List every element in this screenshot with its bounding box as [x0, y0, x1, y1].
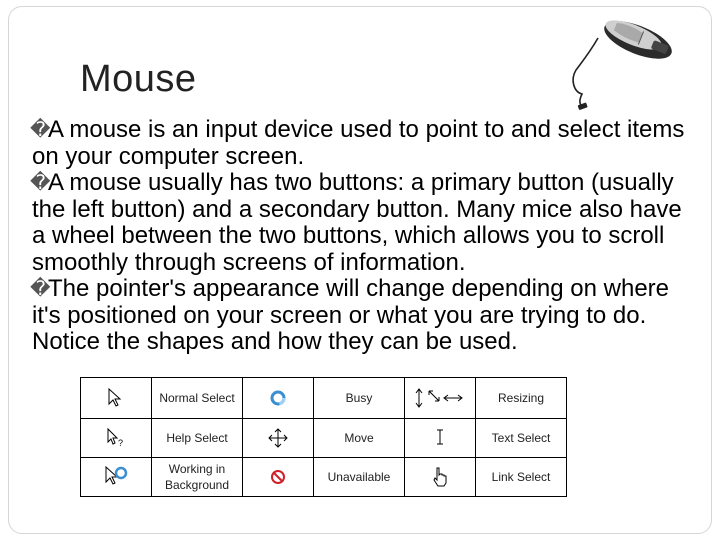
pointer-label: Help Select	[152, 419, 243, 458]
paragraph-text: A mouse is an input device used to point to and select items on your computer screen.	[32, 116, 685, 170]
move-cross-icon	[243, 419, 314, 458]
working-in-background-icon	[81, 458, 152, 497]
paragraph-3	[32, 276, 692, 356]
pointer-label: Resizing	[476, 378, 567, 419]
pointer-label: Text Select	[476, 419, 567, 458]
pointer-label: Busy	[314, 378, 405, 419]
normal-select-arrow-icon	[81, 378, 152, 419]
svg-text:?: ?	[118, 438, 124, 448]
text-beam-icon	[405, 419, 476, 458]
hand-link-icon	[405, 458, 476, 497]
table-row	[81, 458, 567, 497]
resize-arrows-icon	[405, 378, 476, 419]
slide-title: Mouse	[80, 58, 197, 100]
bullet-icon: �	[30, 172, 51, 194]
help-select-arrow-icon	[81, 419, 152, 458]
pointer-label: Link Select	[476, 458, 567, 497]
unavailable-icon	[243, 458, 314, 497]
pointer-label: Working in Background	[152, 458, 243, 497]
paragraph-2	[32, 170, 692, 276]
table-row	[81, 378, 567, 419]
computer-mouse-image	[560, 10, 680, 110]
table-row	[81, 419, 567, 458]
bullet-icon: �	[30, 119, 51, 141]
paragraph-text: The pointer's appearance will change depending on where it's positioned on your screen or what you are trying to do. Notice the shapes and how they can be used.	[32, 275, 670, 355]
bullet-icon: �	[30, 278, 51, 300]
paragraph-1	[32, 117, 692, 170]
slide-body	[32, 117, 692, 356]
pointer-label: Move	[314, 419, 405, 458]
pointer-shapes-table	[80, 377, 567, 497]
busy-ring-icon	[243, 378, 314, 419]
pointer-label: Unavailable	[314, 458, 405, 497]
pointer-label: Normal Select	[152, 378, 243, 419]
paragraph-text: A mouse usually has two buttons: a primary button (usually the left button) and a secondary button. Many mice also have a wheel between the two buttons, which allows you to scroll smoothly through screens of information.	[32, 169, 682, 276]
